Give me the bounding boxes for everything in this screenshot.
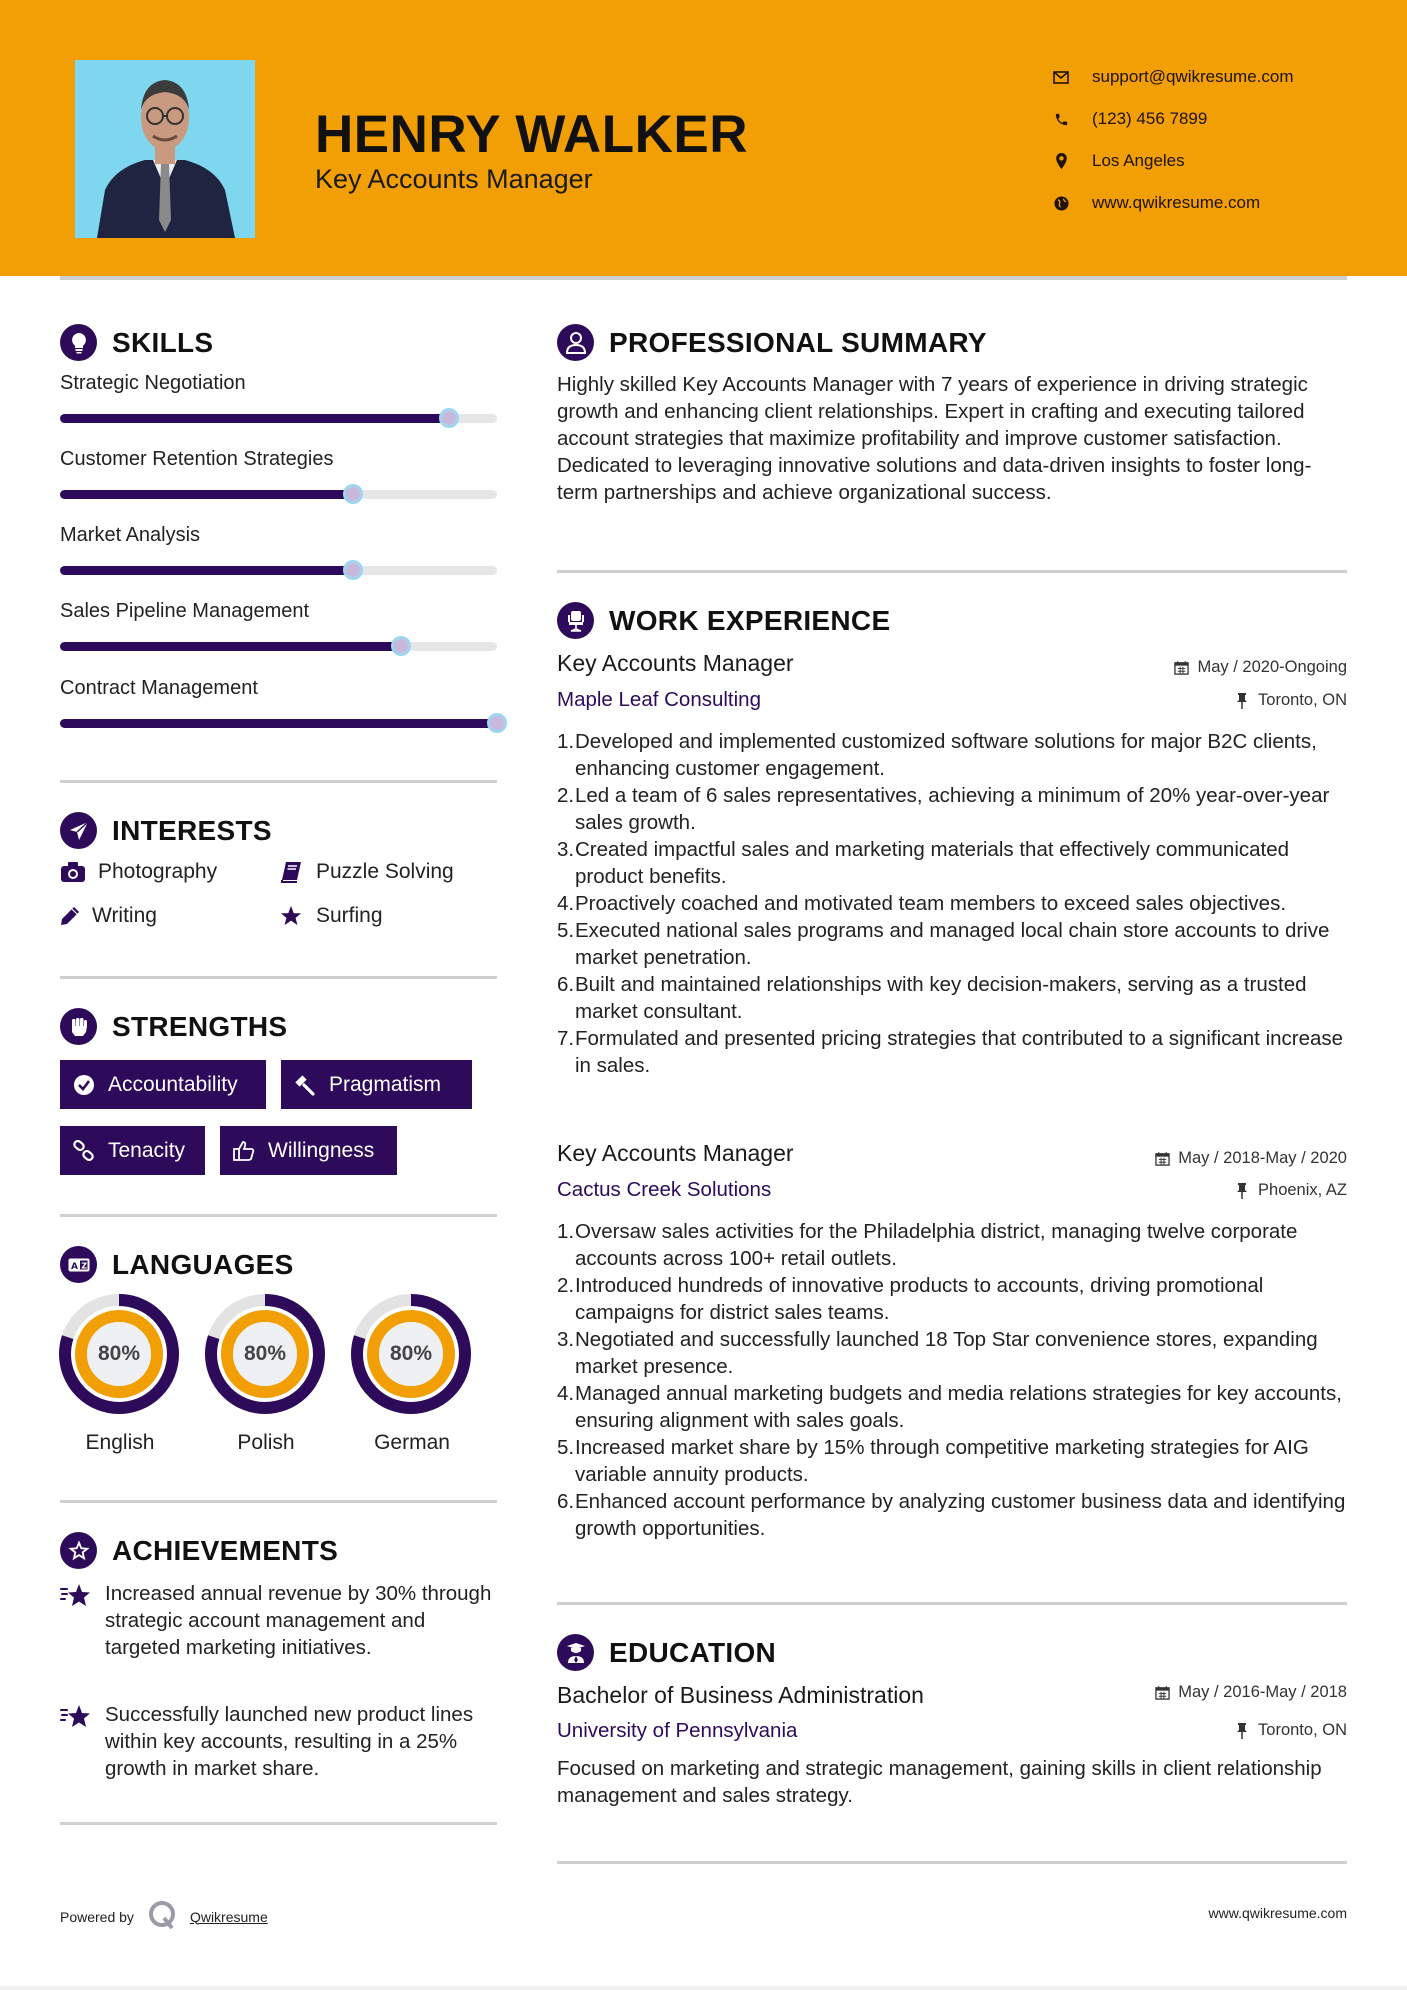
strength-badge (60, 1060, 266, 1109)
skill-bar (60, 719, 497, 728)
job-location (1234, 1181, 1347, 1200)
skill-item (60, 677, 500, 728)
user-icon (557, 324, 594, 361)
language-item (58, 1293, 182, 1455)
envelope-icon (1050, 66, 1072, 88)
skill-bar (60, 490, 497, 499)
pencil-icon (60, 904, 80, 928)
contact-location-text: Los Angeles (1092, 151, 1185, 170)
achievement-item (60, 1580, 500, 1661)
job-bullet: 2. Led a team of 6 sales representatives, achieving a minimum of 20% year-over-year sales growth. (557, 784, 1330, 834)
job-bullets (557, 728, 1347, 1079)
skill-fill (60, 719, 497, 728)
interest-label: Surfing (316, 904, 383, 927)
section-divider (557, 1602, 1347, 1605)
job-bullet: 6. Built and maintained relationships with key decision-makers, serving as a trusted market consultant. (557, 973, 1307, 1023)
job-bullet: 4. Managed annual marketing budgets and media relations strategies for key accounts, ensuring alignment with sales goals. (557, 1382, 1342, 1432)
powered-by-label: Powered by (60, 1908, 134, 1925)
link-icon (72, 1139, 96, 1163)
star-badge-icon (60, 1532, 97, 1569)
job-bullets (557, 1218, 1347, 1542)
language-donut (350, 1293, 472, 1415)
education-heading (557, 1634, 776, 1671)
job-dates-text: May / 2020-Ongoing (1197, 658, 1347, 676)
education-description: Focused on marketing and strategic management, gaining skills in client relationship management and sales strategy. (557, 1757, 1322, 1807)
interest-label: Puzzle Solving (316, 860, 454, 883)
interest-item (278, 904, 383, 928)
fist-icon (60, 1008, 97, 1045)
section-divider (557, 1861, 1347, 1864)
qwikresume-logo-icon (148, 1900, 176, 1933)
contact-email-text: support@qwikresume.com (1092, 67, 1294, 86)
skill-bar (60, 566, 497, 575)
job-bullet: 2. Introduced hundreds of innovative products to accounts, driving promotional campaigns for district sales teams. (557, 1274, 1264, 1324)
skills-title: SKILLS (112, 326, 214, 358)
strength-label: Tenacity (108, 1138, 186, 1162)
job-bullet: 6. Enhanced account performance by analyzing customer business data and identifying growth opportunities. (557, 1490, 1346, 1540)
strengths-heading (60, 1008, 287, 1045)
resume-header (0, 0, 1407, 276)
skill-item (60, 524, 500, 575)
skill-label: Sales Pipeline Management (60, 600, 310, 622)
languages-title: LANGUAGES (112, 1248, 294, 1280)
skill-fill (60, 414, 449, 423)
skill-knob (343, 560, 363, 580)
education-location (1234, 1721, 1347, 1740)
language-item (350, 1293, 474, 1455)
achievement-text: Increased annual revenue by 30% through strategic account management and targeted marketing initiatives. (105, 1582, 492, 1659)
footer-website-link[interactable]: www.qwikresume.com (1208, 1905, 1347, 1921)
job-title: Key Accounts Manager (557, 1140, 794, 1166)
section-divider (60, 976, 497, 979)
degree-title: Bachelor of Business Administration (557, 1682, 924, 1708)
globe-icon (1050, 192, 1072, 214)
language-percent: 80% (389, 1342, 433, 1365)
interests-title: INTERESTS (112, 814, 272, 846)
svg-text:A: A (70, 1261, 78, 1272)
work-heading (557, 602, 890, 639)
job-location (1234, 691, 1347, 710)
summary-text: Highly skilled Key Accounts Manager with 7 years of experience in driving strategic growth and enhancing client relationships. Expert in crafting and executing tailored account strategies that maximize profitability and improve customer satisfaction. Dedicated to leveraging innovative solutions and data-driven insights to foster long-term partnerships and achieve organizational success. (557, 373, 1312, 504)
office-chair-icon (557, 602, 594, 639)
calendar-icon (1154, 1685, 1170, 1701)
skill-knob (487, 713, 507, 733)
job-bullet: 3. Created impactful sales and marketing materials that effectively communicated product benefits. (557, 838, 1290, 888)
achievements-title: ACHIEVEMENTS (112, 1534, 339, 1566)
check-circle-icon (72, 1073, 96, 1097)
job-company: Cactus Creek Solutions (557, 1178, 772, 1201)
language-percent: 80% (97, 1342, 141, 1365)
star-icon (278, 904, 304, 928)
interests-heading (60, 812, 272, 849)
shooting-star-icon (60, 1582, 93, 1661)
pushpin-icon (1234, 1183, 1250, 1199)
section-divider (60, 1214, 497, 1217)
strength-badge (281, 1060, 472, 1109)
job-bullet: 5. Executed national sales programs and managed local chain store accounts to drive market penetration. (557, 919, 1330, 969)
skill-fill (60, 642, 401, 651)
pushpin-icon (1234, 1723, 1250, 1739)
summary-heading (557, 324, 987, 361)
language-icon (60, 1246, 97, 1283)
section-divider (60, 1822, 497, 1825)
section-divider (60, 1500, 497, 1503)
skill-item (60, 448, 500, 499)
pushpin-icon (1234, 693, 1250, 709)
skill-knob (439, 408, 459, 428)
skill-label: Customer Retention Strategies (60, 448, 334, 470)
section-divider (557, 570, 1347, 573)
candidate-name: HENRY WALKER (315, 105, 748, 164)
skill-bar (60, 642, 497, 651)
phone-icon (1050, 108, 1072, 130)
shooting-star-icon (60, 1703, 93, 1782)
skill-knob (391, 636, 411, 656)
strength-label: Accountability (108, 1072, 238, 1096)
job-location-text: Toronto, ON (1258, 691, 1347, 709)
contact-phone[interactable] (1050, 98, 1294, 140)
job-bullet: 7. Formulated and presented pricing strategies that contributed to a significant increase in sales. (557, 1027, 1344, 1077)
skill-label: Contract Management (60, 677, 258, 699)
work-title: WORK EXPERIENCE (609, 604, 891, 636)
skill-fill (60, 490, 353, 499)
education-dates-text: May / 2016-May / 2018 (1178, 1683, 1347, 1701)
language-donut (58, 1293, 180, 1415)
contact-location (1050, 140, 1294, 182)
skill-bar (60, 414, 497, 423)
strengths-title: STRENGTHS (112, 1010, 288, 1042)
qwikresume-link[interactable]: Qwikresume (189, 1908, 268, 1925)
interest-label: Photography (98, 860, 218, 883)
contact-phone-text: (123) 456 7899 (1092, 109, 1208, 128)
job-bullet: 5. Increased market share by 15% through competitive marketing strategies for AIG variable annuity products. (557, 1436, 1309, 1486)
section-divider (60, 780, 497, 783)
strength-label: Pragmatism (329, 1072, 442, 1096)
achievement-text: Successfully launched new product lines within key accounts, resulting in a 25% growth in market share. (105, 1703, 474, 1780)
job-bullet: 4. Proactively coached and motivated team members to exceed sales objectives. (557, 892, 1287, 915)
camera-icon (60, 860, 86, 884)
calendar-icon (1173, 660, 1189, 676)
profile-photo (75, 60, 255, 238)
thumbs-up-icon (232, 1139, 256, 1163)
job-dates (1154, 1149, 1347, 1168)
education-location-text: Toronto, ON (1258, 1721, 1347, 1739)
job-bullet: 1. Developed and implemented customized software solutions for major B2C clients, enhancing customer engagement. (557, 730, 1317, 780)
language-name: Polish (237, 1431, 295, 1454)
footer-powered-by (60, 1900, 268, 1933)
job-location-text: Phoenix, AZ (1258, 1181, 1347, 1199)
language-item (204, 1293, 328, 1455)
language-name: German (374, 1431, 450, 1454)
contact-list (1050, 56, 1294, 224)
summary-title: PROFESSIONAL SUMMARY (609, 326, 987, 358)
job-title: Key Accounts Manager (557, 650, 794, 676)
language-donut (204, 1293, 326, 1415)
candidate-title: Key Accounts Manager (315, 164, 593, 194)
job-dates (1173, 658, 1347, 677)
map-marker-icon (1050, 150, 1072, 172)
achievement-item (60, 1701, 500, 1782)
interest-item (278, 860, 454, 884)
calendar-icon (1154, 1151, 1170, 1167)
strength-badge (220, 1126, 397, 1175)
page-bottom-edge (0, 1986, 1407, 1990)
gavel-icon (293, 1073, 317, 1097)
language-name: English (85, 1431, 155, 1454)
book-icon (278, 860, 304, 884)
interest-item (60, 904, 157, 928)
skill-item (60, 372, 500, 423)
paper-plane-icon (60, 812, 97, 849)
education-title: EDUCATION (609, 1636, 777, 1668)
contact-website[interactable] (1050, 182, 1294, 224)
school-name: University of Pennsylvania (557, 1719, 798, 1742)
skill-knob (343, 484, 363, 504)
header-divider (60, 276, 1347, 280)
skill-label: Strategic Negotiation (60, 372, 246, 394)
contact-email[interactable] (1050, 56, 1294, 98)
skills-heading (60, 324, 213, 361)
strength-badge (60, 1126, 205, 1175)
job-bullet: 3. Negotiated and successfully launched 18 Top Star convenience stores, expanding market presence. (557, 1328, 1318, 1378)
job-bullet: 1. Oversaw sales activities for the Philadelphia district, managing twelve corporate accounts across 100+ retail outlets. (557, 1220, 1298, 1270)
lightbulb-icon (60, 324, 97, 361)
job-dates-text: May / 2018-May / 2020 (1178, 1149, 1347, 1167)
contact-website-text: www.qwikresume.com (1092, 193, 1261, 212)
strength-label: Willingness (268, 1138, 375, 1162)
skill-fill (60, 566, 353, 575)
interest-label: Writing (92, 904, 157, 927)
graduate-icon (557, 1634, 594, 1671)
education-dates (1154, 1683, 1347, 1702)
svg-text:Z: Z (80, 1261, 87, 1270)
achievements-heading (60, 1532, 338, 1569)
interest-item (60, 860, 217, 884)
skill-item (60, 600, 500, 651)
skill-label: Market Analysis (60, 524, 201, 546)
languages-heading (60, 1246, 294, 1283)
job-company: Maple Leaf Consulting (557, 688, 761, 711)
language-percent: 80% (243, 1342, 287, 1365)
